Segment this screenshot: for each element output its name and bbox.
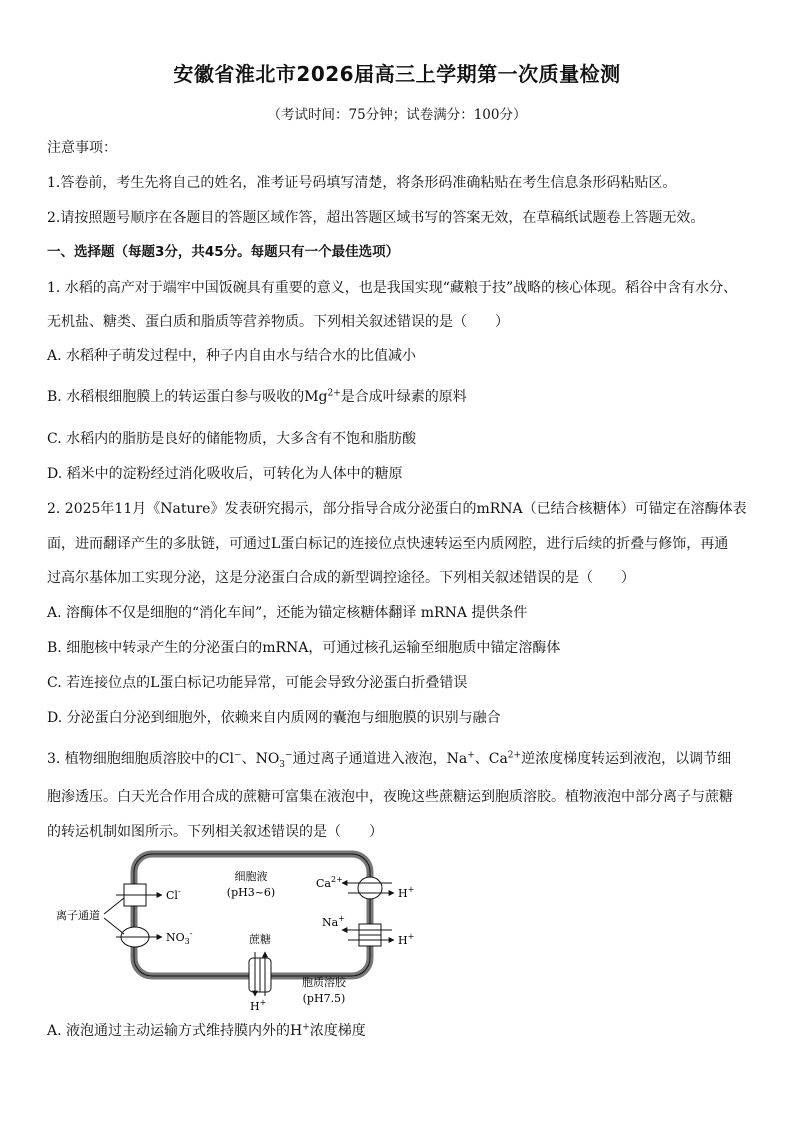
q2-stem-line-2: 面，进而翻译产生的多肽链，可通过L蛋白标记的连接位点快速转运至内质网腔，进行后续的折叠与修饰，再通 — [47, 536, 729, 552]
sucrose-label: 蔗糖 — [249, 933, 271, 946]
separator: 、 — [474, 751, 489, 767]
q1-option-c: C. 水稻内的脂肪是良好的储能物质，大多含有不饱和脂肪酸 — [47, 431, 417, 447]
channel-pointer-1 — [104, 898, 124, 914]
section-heading: 一、选择题（每题3分，共45分。每题只有一个最佳选项） — [47, 244, 400, 260]
notes-heading: 注意事项： — [47, 140, 117, 156]
cytosol-label: 胞质溶胶 — [302, 976, 346, 989]
q3-stem-line-1 — [47, 749, 752, 769]
h-label-top: H+ — [398, 885, 415, 900]
no3-charge: − — [285, 750, 293, 761]
q3-option-a-text: A. 液泡通过主动运输方式维持膜内外的 — [47, 1023, 291, 1039]
cl-charge: − — [234, 750, 242, 761]
channel-pointer-2 — [104, 918, 124, 934]
cl-label: Cl- — [166, 887, 181, 902]
ca-label: $Ca^{2+}$ — [316, 875, 343, 890]
na-charge: + — [467, 750, 475, 761]
q1-option-b-tail: 是合成叶绿素的原料 — [340, 389, 467, 405]
no3-ion: NO — [255, 751, 280, 767]
h-label-sucrose: H+ — [250, 998, 267, 1013]
q1-option-b — [47, 387, 752, 407]
q3-option-a-tail: 浓度梯度 — [309, 1023, 366, 1039]
q1-stem-line-1: 1. 水稻的高产对于端牢中国饭碗具有重要的意义，也是我国实现“藏粮于技”战略的核心体现。稻谷中含有水分、 — [47, 280, 738, 296]
cl-ion: Cl — [218, 751, 235, 767]
h-label-bottom: H+ — [398, 932, 415, 947]
channel-label: 离子通道 — [56, 909, 100, 922]
q1-stem-line-2: 无机盐、糖类、蛋白质和脂质等营养物质。下列相关叙述错误的是（ ） — [47, 314, 509, 330]
na-ion: Na — [446, 751, 468, 767]
cytosol-ph: (pH7.5) — [302, 992, 346, 1005]
q2-option-b: B. 细胞核中转录产生的分泌蛋白的mRNA，可通过核孔运输至细胞质中锚定溶酶体 — [47, 640, 561, 656]
q3-stem-text-a: 3. 植物细胞细胞质溶胶中的 — [47, 751, 219, 767]
note-item-1: 1.答卷前，考生先将自己的姓名，准考证号码填写清楚，将条形码准确粘贴在考生信息条形码粘贴区。 — [47, 175, 677, 191]
vacuole-transport-diagram — [54, 846, 434, 1016]
vacuole-label: 细胞液 — [234, 870, 268, 883]
page-title: 安徽省淮北市2026届高三上学期第一次质量检测 — [173, 62, 621, 86]
note-item-2: 2.请按照题号顺序在各题目的答题区域作答，超出答题区域书写的答案无效，在草稿纸试题卷上答题无效。 — [47, 210, 705, 226]
q2-stem-line-1: 2. 2025年11月《Nature》发表研究揭示，部分指导合成分泌蛋白的mRNA（已结合核糖体）可锚定在溶酶体表 — [47, 501, 747, 517]
q2-option-c: C. 若连接位点的L蛋白标记功能异常，可能会导致分泌蛋白折叠错误 — [47, 675, 468, 691]
q2-option-a: A. 溶酶体不仅是细胞的“消化车间”，还能为锚定核糖体翻译 mRNA 提供条件 — [47, 605, 528, 621]
exam-info: （考试时间：75分钟；试卷满分：100分） — [267, 107, 527, 123]
q3-stem-text-c: 逆浓度梯度转运到液泡，以调节细 — [521, 751, 732, 767]
q3-stem-text-b: 通过离子通道进入液泡， — [292, 751, 447, 767]
q3-stem-line-3: 的转运机制如图所示。下列相关叙述错误的是（ ） — [47, 824, 383, 840]
ca-h-antiporter — [358, 877, 382, 899]
h-ion: H — [290, 1023, 303, 1039]
vacuole-ph: (pH3~6) — [226, 886, 276, 899]
q3-stem-line-2: 胞渗透压。白天光合作用合成的蔗糖可富集在液泡中，夜晚这些蔗糖运到胞质溶胶。植物液泡中部分离子与蔗糖 — [47, 789, 733, 805]
separator: 、 — [241, 751, 256, 767]
h-charge: + — [302, 1022, 310, 1033]
q2-option-d: D. 分泌蛋白分泌到细胞外，依赖来自内质网的囊泡与细胞膜的识别与融合 — [47, 710, 501, 726]
ca-ion: Ca — [488, 751, 508, 767]
mg-charge: 2+ — [327, 388, 341, 399]
q3-option-a — [47, 1021, 752, 1041]
na-label: Na+ — [322, 914, 345, 929]
q1-option-a: A. 水稻种子萌发过程中，种子内自由水与结合水的比值减小 — [47, 348, 417, 364]
q2-stem-line-3: 过高尔基体加工实现分泌，这是分泌蛋白合成的新型调控途径。下列相关叙述错误的是（ ） — [47, 570, 635, 586]
ca-charge: 2+ — [507, 750, 522, 761]
no3-label: $NO_3^-$ — [166, 929, 193, 946]
mg-ion: Mg — [304, 389, 328, 405]
q1-option-b-text: B. 水稻根细胞膜上的转运蛋白参与吸收的 — [47, 389, 305, 405]
no3-subscript: 3 — [279, 759, 286, 770]
q1-option-d: D. 稻米中的淀粉经过消化吸收后，可转化为人体中的糖原 — [47, 466, 403, 482]
